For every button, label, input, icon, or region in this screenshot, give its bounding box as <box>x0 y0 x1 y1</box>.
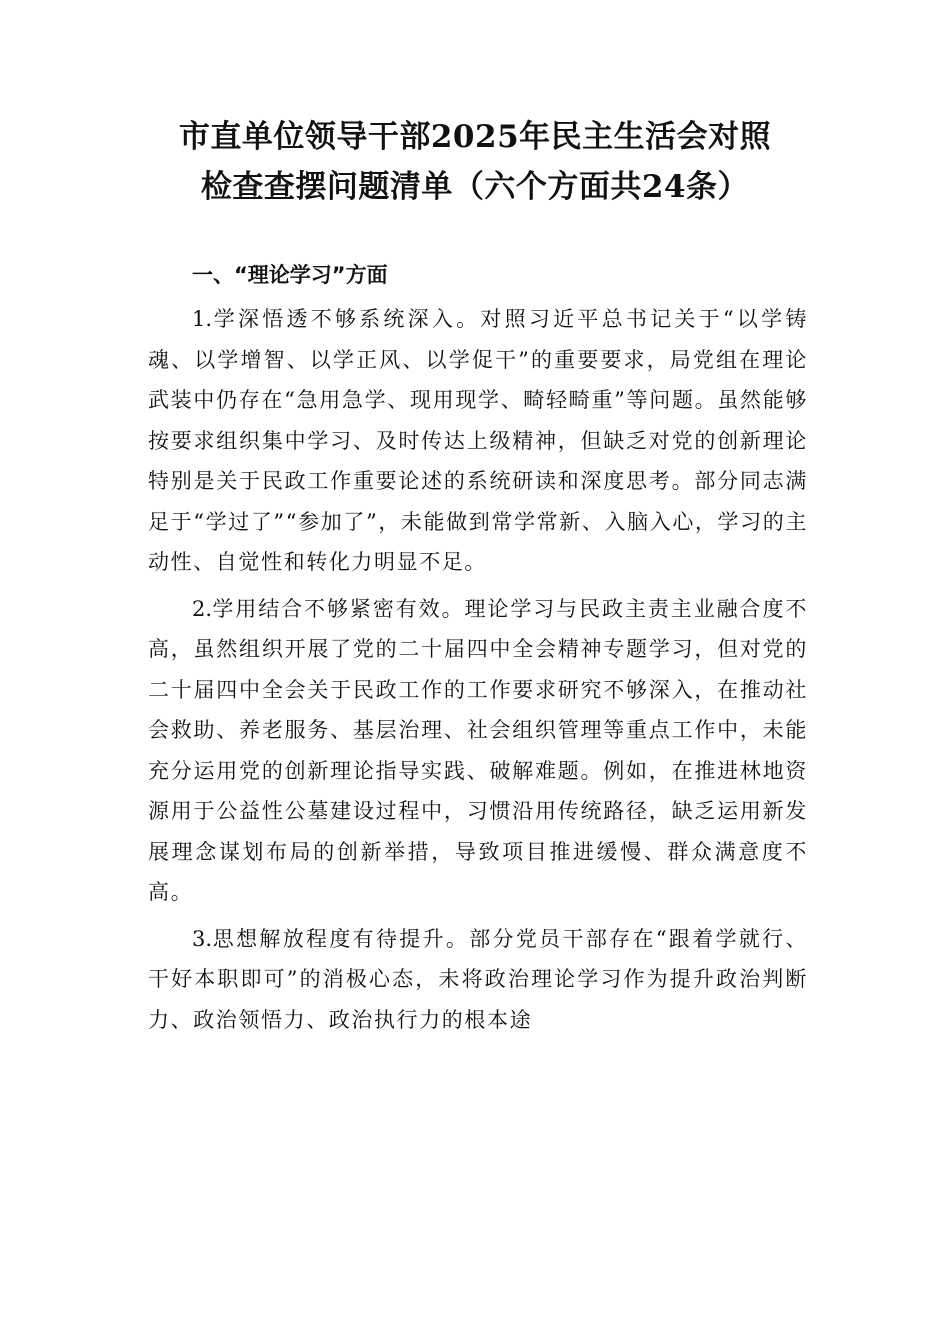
list-item <box>148 919 808 1041</box>
item-text: 思想解放程度有待提升。部分党员干部存在“跟着学就行、干好本职即可”的消极心态，未将政治理论学习作为提升政治判断力、政治领悟力、政治执行力的根本途 <box>148 926 808 1032</box>
item-number: 1. <box>192 307 213 331</box>
document-body <box>148 255 808 1046</box>
item-number: 2. <box>192 596 213 621</box>
list-item <box>148 589 808 913</box>
title-line-1: 市直单位领导干部2025年民主生活会对照 <box>178 119 772 155</box>
item-text: 学用结合不够紧密有效。理论学习与民政主责主业融合度不高，虽然组织开展了党的二十届四中全会精神专题学习，但对党的二十届四中全会关于民政工作的工作要求研究不够深入，在推动社会救助、养老服务、基层治理、社会组织管理等重点工作中，未能充分运用党的创新理论指导实践、破解难题。例如，在推进林地资源用于公益性公墓建设过程中，习惯沿用传统路径，缺乏运用新发展理念谋划布局的创新举措，导致项目推进缓慢、群众满意度不高。 <box>148 596 808 904</box>
item-number: 3. <box>192 926 213 951</box>
title-line-2: 检查查摆问题清单（六个方面共24条） <box>200 169 750 205</box>
list-item <box>148 299 808 583</box>
document-title <box>120 112 830 212</box>
item-text: 学深悟透不够系统深入。对照习近平总书记关于“以学铸魂、以学增智、以学正风、以学促干”的重要要求，局党组在理论武装中仍存在“急用急学、现用现学、畸轻畸重”等问题。虽然能够按要求组织集中学习、及时传达上级精神，但缺乏对党的创新理论特别是关于民政工作重要论述的系统研读和深度思考。部分同志满足于“学过了”“参加了”，未能做到常学常新、入脑入心，学习的主动性、自觉性和转化力明显不足。 <box>148 307 808 574</box>
section-heading: 一、“理论学习”方面 <box>192 263 388 287</box>
